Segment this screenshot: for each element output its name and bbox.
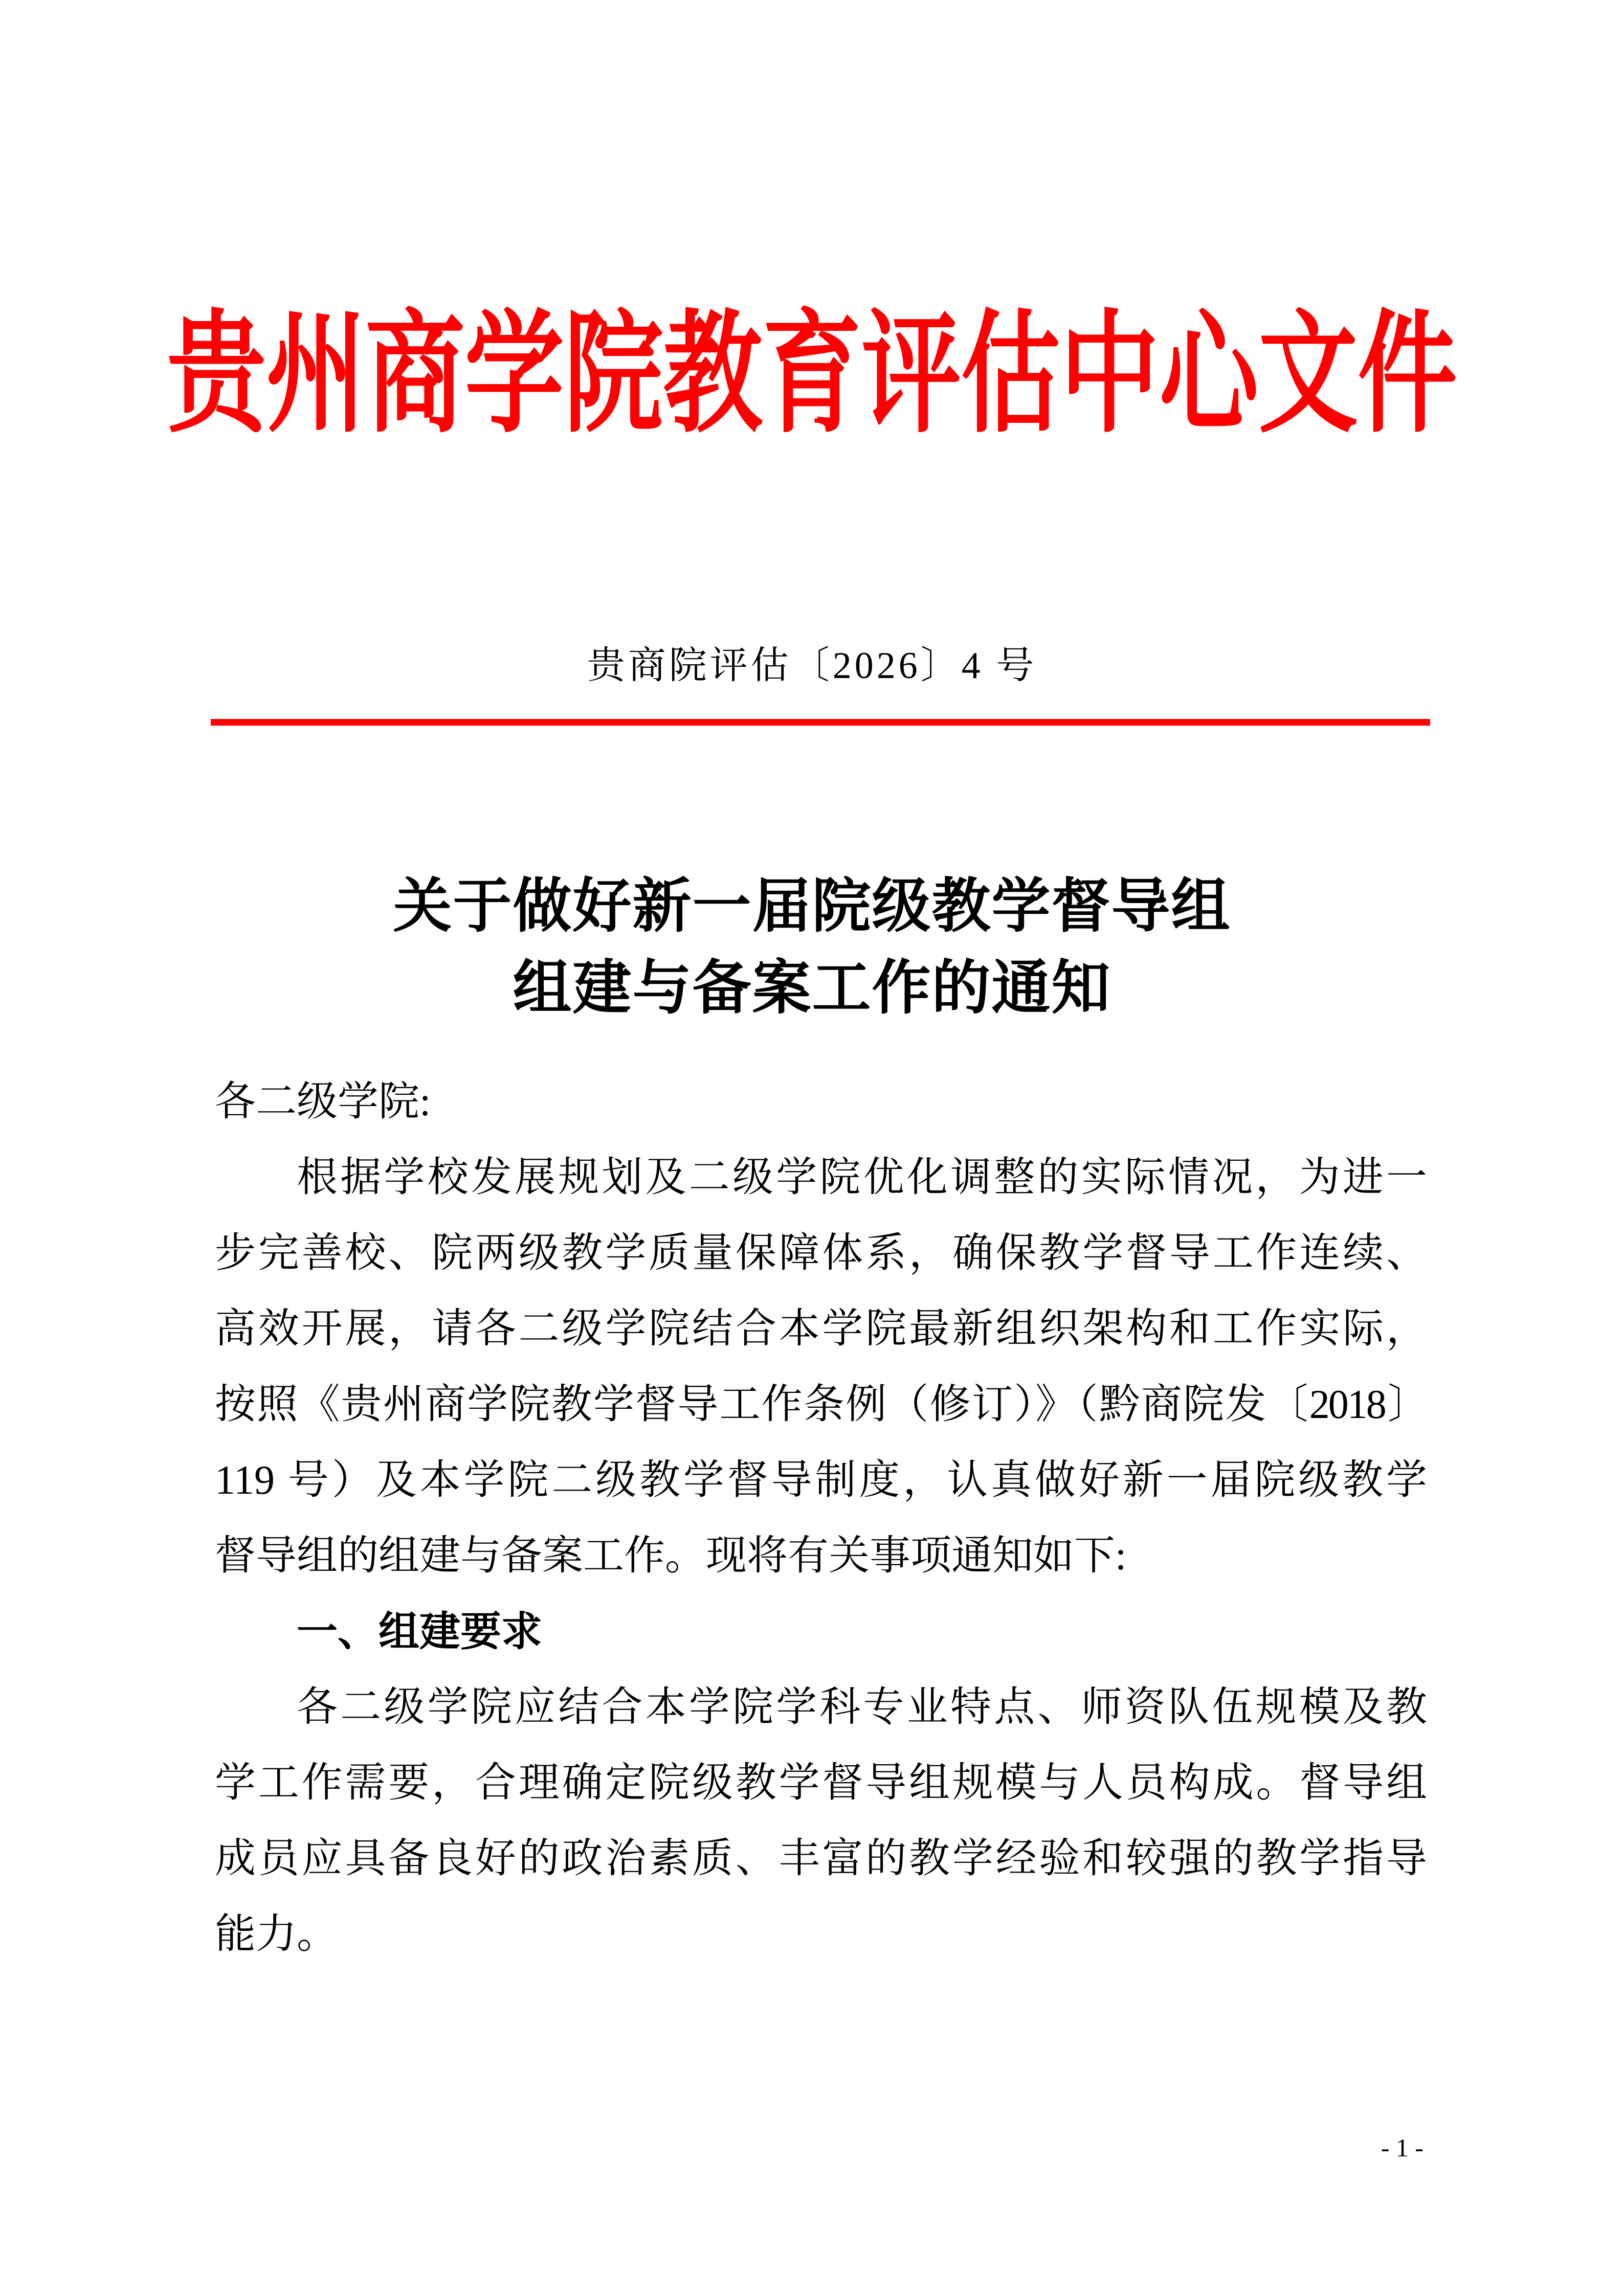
body-line: 119 号）及本学院二级教学督导制度，认真做好新一届院级教学 (215, 1458, 1427, 1503)
body-line: 步完善校、院两级教学质量保障体系，确保教学督导工作连续、 (215, 1231, 1427, 1276)
page-number: - 1 - (1381, 2133, 1423, 2162)
body-line: 按照《贵州商学院教学督导工作条例（修订）》（黔商院发〔2018〕 (215, 1382, 1427, 1427)
body-line: 成员应具备良好的政治素质、丰富的教学经验和较强的教学指导 (215, 1836, 1427, 1881)
body-text (215, 1064, 1427, 1972)
letterhead-org-title: 贵州商学院教育评估中心文件 (167, 302, 1457, 448)
body-line: 学工作需要，合理确定院级教学督导组规模与人员构成。督导组 (215, 1761, 1427, 1806)
body-line: 督导组的组建与备案工作。现将有关事项通知如下: (215, 1534, 1127, 1579)
salutation: 各二级学院: (215, 1079, 431, 1124)
doc-reference-number: 贵商院评估〔2026〕4 号 (587, 645, 1037, 687)
body-line: 各二级学院应结合本学院学科专业特点、师资队伍规模及教 (297, 1685, 1427, 1730)
body-line: 能力。 (215, 1912, 338, 1957)
red-separator-rule (211, 719, 1430, 726)
section-heading: 一、组建要求 (297, 1609, 542, 1654)
notice-title-line1: 关于做好新一届院级教学督导组 (393, 874, 1231, 939)
notice-title-line2: 组建与备案工作的通知 (513, 956, 1111, 1021)
body-line: 高效开展，请各二级学院结合本学院最新组织架构和工作实际， (215, 1307, 1427, 1352)
notice-title (0, 866, 1624, 1029)
body-line: 根据学校发展规划及二级学院优化调整的实际情况，为进一 (297, 1155, 1427, 1200)
